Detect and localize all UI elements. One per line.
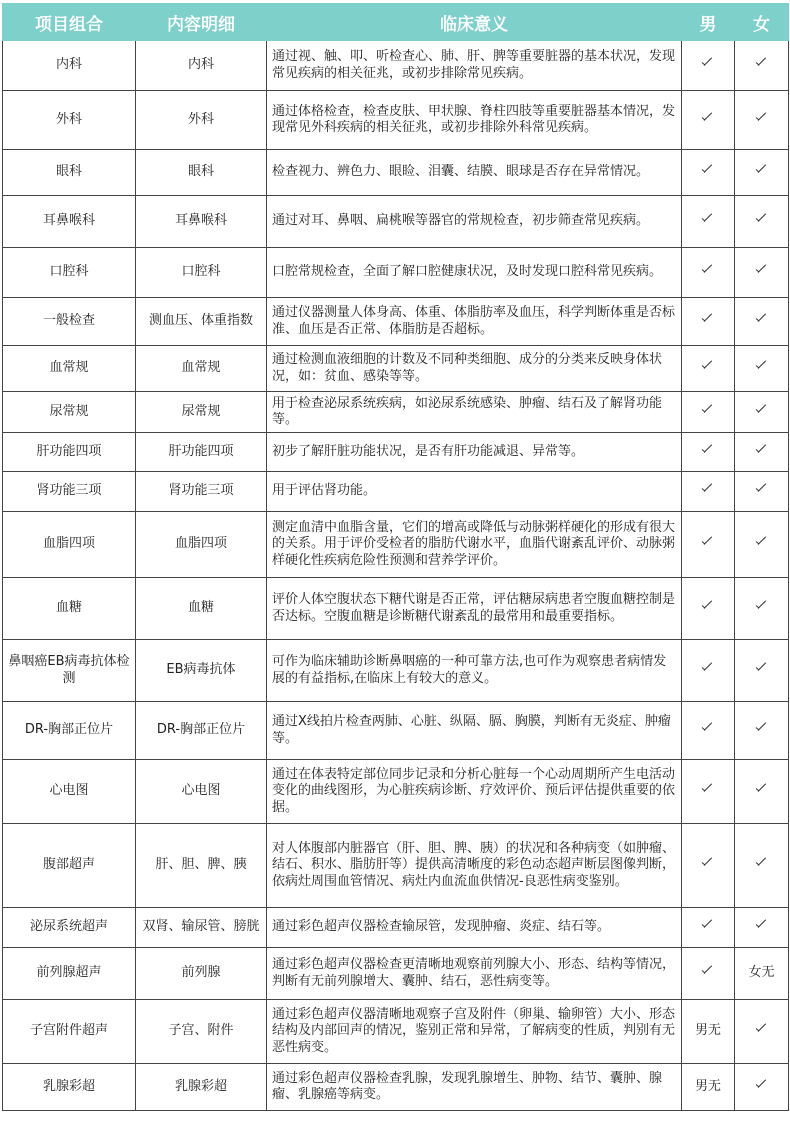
female-cell — [735, 196, 789, 248]
project-cell: 外科 — [3, 91, 136, 150]
project-cell: 泌尿系统超声 — [3, 908, 136, 948]
male-cell — [682, 578, 735, 640]
check-mark-icon — [755, 58, 769, 68]
table-row — [3, 512, 789, 578]
female-cell — [735, 760, 789, 824]
female-cell — [735, 1064, 789, 1111]
female-cell — [735, 512, 789, 578]
female-cell — [735, 908, 789, 948]
check-mark-icon — [755, 361, 769, 371]
male-cell — [682, 908, 735, 948]
meaning-cell: 对人体腹部内脏器官（肝、胆、脾、胰）的状况和各种病变（如肿瘤、结石、积水、脂肪肝等）提供高清晰度的彩色动态超声断层图像判断，依病灶周围血管情况、病灶内血流血供情况-良恶性病变鉴别。 — [267, 824, 682, 908]
header-male: 男 — [682, 4, 735, 41]
project-cell: 前列腺超声 — [3, 948, 136, 1000]
table-row — [3, 433, 789, 472]
male-cell — [682, 298, 735, 346]
meaning-cell: 测定血清中血脂含量，它们的增高或降低与动脉粥样硬化的形成有很大的关系。用于评价受检者的脂肪代谢水平，血脂代谢紊乱评价、动脉粥样硬化性疾病危险性预测和营养学评价。 — [267, 512, 682, 578]
female-cell — [735, 640, 789, 702]
check-mark-icon — [701, 663, 715, 673]
table-row — [3, 298, 789, 346]
table-row — [3, 346, 789, 392]
check-mark-icon — [701, 723, 715, 733]
table-row — [3, 824, 789, 908]
check-mark-icon — [755, 214, 769, 224]
male-cell — [682, 248, 735, 298]
meaning-cell: 检查视力、辨色力、眼睑、泪囊、结膜、眼球是否存在异常情况。 — [267, 150, 682, 196]
content-cell: 测血压、体重指数 — [136, 298, 267, 346]
male-cell — [682, 346, 735, 392]
table-row — [3, 760, 789, 824]
content-cell: 肝功能四项 — [136, 433, 267, 472]
project-cell: 一般检查 — [3, 298, 136, 346]
meaning-cell: 评价人体空腹状态下糖代谢是否正常，评估糖尿病患者空腹血糖控制是否达标。空腹血糖是诊断糖代谢紊乱的最常用和最重要指标。 — [267, 578, 682, 640]
project-cell: 耳鼻喉科 — [3, 196, 136, 248]
table-header — [3, 4, 789, 41]
female-cell — [735, 702, 789, 760]
table-row — [3, 1000, 789, 1064]
meaning-cell: 通过对耳、鼻咽、扁桃喉等器官的常规检查，初步筛查常见疾病。 — [267, 196, 682, 248]
check-mark-icon — [701, 265, 715, 275]
header-content: 内容明细 — [136, 4, 267, 41]
male-cell — [682, 948, 735, 1000]
male-cell — [682, 760, 735, 824]
female-cell — [735, 1000, 789, 1064]
female-cell — [735, 91, 789, 150]
male-cell — [682, 512, 735, 578]
content-cell: 肾功能三项 — [136, 472, 267, 512]
check-mark-icon — [701, 165, 715, 175]
content-cell: 乳腺彩超 — [136, 1064, 267, 1111]
meaning-cell: 通过检测血液细胞的计数及不同种类细胞、成分的分类来反映身体状况，如：贫血、感染等等。 — [267, 346, 682, 392]
table-row — [3, 640, 789, 702]
table-row — [3, 150, 789, 196]
project-cell: 眼科 — [3, 150, 136, 196]
content-cell: 血脂四项 — [136, 512, 267, 578]
meaning-cell: 通过视、触、叩、听检查心、肺、肝、脾等重要脏器的基本状况，发现常见疾病的相关征兆，或初步排除常见疾病。 — [267, 41, 682, 91]
check-mark-icon — [701, 784, 715, 794]
male-cell — [682, 392, 735, 433]
table-row — [3, 578, 789, 640]
meaning-cell: 通过彩色超声仪器检查输尿管，发现肿瘤、炎症、结石等。 — [267, 908, 682, 948]
content-cell: 双肾、输尿管、膀胱 — [136, 908, 267, 948]
female-cell — [735, 824, 789, 908]
table-body — [3, 41, 789, 1111]
check-mark-icon — [701, 966, 715, 976]
check-mark-icon — [701, 214, 715, 224]
meaning-cell: 用于检查泌尿系统疾病，如泌尿系统感染、肿瘤、结石及了解肾功能等。 — [267, 392, 682, 433]
content-cell: 前列腺 — [136, 948, 267, 1000]
header-meaning: 临床意义 — [267, 4, 682, 41]
check-mark-icon — [701, 314, 715, 324]
meaning-cell: 用于评估肾功能。 — [267, 472, 682, 512]
project-cell: 鼻咽癌EB病毒抗体检测 — [3, 640, 136, 702]
meaning-cell: 通过彩色超声仪器检查乳腺，发现乳腺增生、肿物、结节、囊肿、腺瘤、乳腺癌等病变。 — [267, 1064, 682, 1111]
meaning-cell: 初步了解肝脏功能状况，是否有肝功能减退、异常等。 — [267, 433, 682, 472]
female-cell: 女无 — [735, 948, 789, 1000]
check-mark-icon — [755, 165, 769, 175]
female-cell — [735, 346, 789, 392]
content-cell: 心电图 — [136, 760, 267, 824]
meaning-cell: 通过仪器测量人体身高、体重、体脂肪率及血压，科学判断体重是否标准、血压是否正常、体脂肪是否超标。 — [267, 298, 682, 346]
check-mark-icon — [701, 361, 715, 371]
meaning-cell: 通过彩色超声仪器检查更清晰地观察前列腺大小、形态、结构等情况，判断有无前列腺增大、囊肿、结石，恶性病变等。 — [267, 948, 682, 1000]
check-mark-icon — [755, 405, 769, 415]
content-cell: 眼科 — [136, 150, 267, 196]
check-mark-icon — [701, 601, 715, 611]
check-mark-icon — [755, 663, 769, 673]
check-mark-icon — [755, 920, 769, 930]
table-row — [3, 91, 789, 150]
check-mark-icon — [701, 113, 715, 123]
female-cell — [735, 392, 789, 433]
project-cell: 内科 — [3, 41, 136, 91]
header-female: 女 — [735, 4, 789, 41]
meaning-cell: 通过X线拍片检查两肺、心脏、纵隔、膈、胸膜，判断有无炎症、肿瘤等。 — [267, 702, 682, 760]
meaning-cell: 可作为临床辅助诊断鼻咽癌的一种可靠方法,也可作为观察患者病情发展的有益指标,在临床上有较大的意义。 — [267, 640, 682, 702]
content-cell: DR-胸部正位片 — [136, 702, 267, 760]
table-row — [3, 908, 789, 948]
female-cell — [735, 298, 789, 346]
check-mark-icon — [755, 1024, 769, 1034]
male-cell — [682, 702, 735, 760]
check-mark-icon — [755, 537, 769, 547]
female-cell — [735, 472, 789, 512]
check-mark-icon — [755, 314, 769, 324]
project-cell: 乳腺彩超 — [3, 1064, 136, 1111]
content-cell: 尿常规 — [136, 392, 267, 433]
content-cell: 内科 — [136, 41, 267, 91]
table-row — [3, 702, 789, 760]
check-mark-icon — [701, 537, 715, 547]
table-row — [3, 248, 789, 298]
check-mark-icon — [701, 920, 715, 930]
male-cell — [682, 433, 735, 472]
project-cell: 腹部超声 — [3, 824, 136, 908]
male-cell — [682, 640, 735, 702]
project-cell: 口腔科 — [3, 248, 136, 298]
table-row — [3, 196, 789, 248]
female-cell — [735, 150, 789, 196]
check-mark-icon — [701, 405, 715, 415]
male-cell — [682, 472, 735, 512]
female-cell — [735, 41, 789, 91]
meaning-cell: 通过彩色超声仪器清晰地观察子宫及附件（卵巢、输卵管）大小、形态结构及内部回声的情况，鉴别正常和异常，了解病变的性质，判别有无恶性病变。 — [267, 1000, 682, 1064]
content-cell: 外科 — [136, 91, 267, 150]
table-row — [3, 948, 789, 1000]
content-cell: 口腔科 — [136, 248, 267, 298]
check-mark-icon — [755, 784, 769, 794]
check-mark-icon — [755, 858, 769, 868]
project-cell: DR-胸部正位片 — [3, 702, 136, 760]
content-cell: 子宫、附件 — [136, 1000, 267, 1064]
table-row — [3, 392, 789, 433]
male-cell — [682, 150, 735, 196]
meaning-cell: 通过在体表特定部位同步记录和分析心脏每一个心动周期所产生电活动变化的曲线图形，为心脏疾病诊断、疗效评价、预后评估提供重要的依据。 — [267, 760, 682, 824]
project-cell: 肾功能三项 — [3, 472, 136, 512]
table-row — [3, 41, 789, 91]
meaning-cell: 口腔常规检查，全面了解口腔健康状况，及时发现口腔科常见疾病。 — [267, 248, 682, 298]
male-cell: 男无 — [682, 1000, 735, 1064]
check-mark-icon — [701, 858, 715, 868]
female-cell — [735, 578, 789, 640]
female-cell — [735, 433, 789, 472]
check-mark-icon — [701, 58, 715, 68]
table-row — [3, 1064, 789, 1111]
project-cell: 肝功能四项 — [3, 433, 136, 472]
content-cell: 耳鼻喉科 — [136, 196, 267, 248]
female-cell — [735, 248, 789, 298]
header-project: 项目组合 — [3, 4, 136, 41]
content-cell: 肝、胆、脾、胰 — [136, 824, 267, 908]
checkup-table — [2, 3, 789, 1111]
check-mark-icon — [755, 265, 769, 275]
meaning-cell: 通过体格检查，检查皮肤、甲状腺、脊柱四肢等重要脏器基本情况，发现常见外科疾病的相关征兆，或初步排除外科常见疾病。 — [267, 91, 682, 150]
table-row — [3, 472, 789, 512]
male-cell — [682, 196, 735, 248]
male-cell — [682, 824, 735, 908]
check-mark-icon — [701, 484, 715, 494]
content-cell: EB病毒抗体 — [136, 640, 267, 702]
project-cell: 心电图 — [3, 760, 136, 824]
male-cell — [682, 91, 735, 150]
project-cell: 子宫附件超声 — [3, 1000, 136, 1064]
project-cell: 血脂四项 — [3, 512, 136, 578]
project-cell: 尿常规 — [3, 392, 136, 433]
content-cell: 血常规 — [136, 346, 267, 392]
check-mark-icon — [755, 601, 769, 611]
project-cell: 血糖 — [3, 578, 136, 640]
content-cell: 血糖 — [136, 578, 267, 640]
check-mark-icon — [755, 445, 769, 455]
check-mark-icon — [755, 484, 769, 494]
check-mark-icon — [755, 113, 769, 123]
project-cell: 血常规 — [3, 346, 136, 392]
check-mark-icon — [701, 445, 715, 455]
male-cell: 男无 — [682, 1064, 735, 1111]
male-cell — [682, 41, 735, 91]
check-mark-icon — [755, 1080, 769, 1090]
check-mark-icon — [755, 723, 769, 733]
